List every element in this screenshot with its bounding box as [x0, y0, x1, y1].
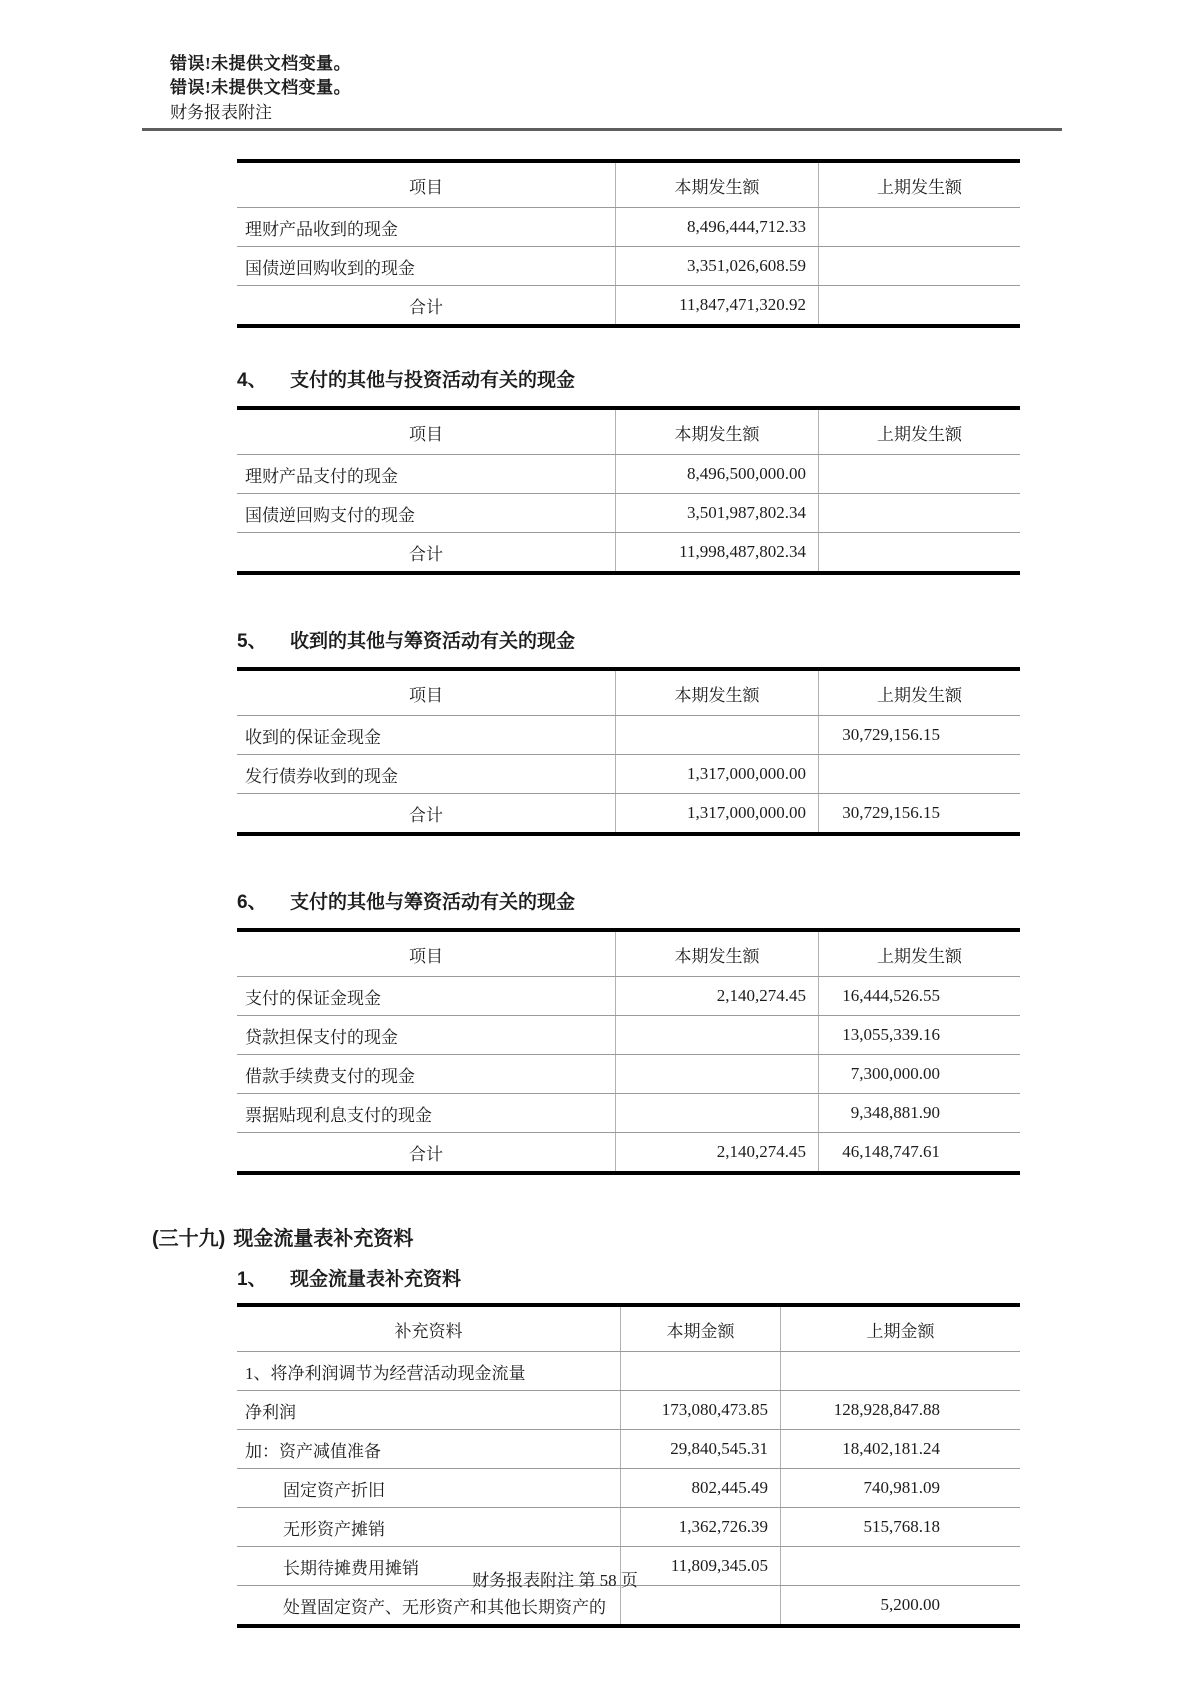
column-header: 上期发生额 — [818, 163, 1020, 207]
row-label: 发行债券收到的现金 — [245, 766, 398, 786]
table-other-cash-paid-investing — [237, 406, 1020, 575]
current-amount: 11,809,345.05 — [620, 1547, 780, 1585]
section-5-heading — [237, 629, 1020, 655]
table-row — [237, 247, 1020, 286]
table-row — [237, 1055, 1020, 1094]
current-amount: 1,317,000,000.00 — [615, 794, 818, 832]
column-header: 上期发生额 — [818, 671, 1020, 715]
prior-amount — [818, 533, 1020, 571]
table-row — [237, 286, 1020, 324]
table-row — [237, 716, 1020, 755]
row-label: 票据贴现利息支付的现金 — [245, 1105, 432, 1125]
column-header: 项目 — [409, 946, 443, 966]
current-amount: 11,998,487,802.34 — [615, 533, 818, 571]
table-row — [237, 1469, 1020, 1508]
row-label: 理财产品支付的现金 — [245, 466, 398, 486]
row-label: 合计 — [409, 297, 443, 317]
chapter-39-title: 现金流量表补充资料 — [233, 1228, 414, 1250]
table-header-row — [237, 932, 1020, 977]
current-amount: 2,140,274.45 — [615, 1133, 818, 1171]
current-amount — [620, 1586, 780, 1624]
header-subtitle: 财务报表附注 — [170, 103, 272, 122]
row-label: 无形资产摊销 — [283, 1519, 385, 1539]
current-amount: 3,351,026,608.59 — [615, 247, 818, 285]
prior-amount: 5,200.00 — [780, 1586, 1020, 1624]
current-amount — [620, 1352, 780, 1390]
section-5-title: 收到的其他与筹资活动有关的现金 — [290, 631, 576, 652]
current-amount: 1,362,726.39 — [620, 1508, 780, 1546]
section-4-heading — [237, 368, 1020, 394]
section-6-heading — [237, 890, 1020, 916]
current-amount: 1,317,000,000.00 — [615, 755, 818, 793]
row-label: 合计 — [409, 1144, 443, 1164]
current-amount: 8,496,444,712.33 — [615, 208, 818, 246]
prior-amount: 16,444,526.55 — [818, 977, 1020, 1015]
row-label: 借款手续费支付的现金 — [245, 1066, 415, 1086]
prior-amount — [780, 1352, 1020, 1390]
table-row — [237, 1016, 1020, 1055]
column-header: 项目 — [409, 177, 443, 197]
current-amount: 8,496,500,000.00 — [615, 455, 818, 493]
prior-amount — [818, 455, 1020, 493]
current-amount — [615, 716, 818, 754]
prior-amount — [818, 494, 1020, 532]
row-label: 长期待摊费用摊销 — [283, 1558, 419, 1578]
table-row — [237, 1352, 1020, 1391]
current-amount: 29,840,545.31 — [620, 1430, 780, 1468]
prior-amount: 128,928,847.88 — [780, 1391, 1020, 1429]
section-6-number: 6、 — [237, 892, 267, 913]
prior-amount — [818, 755, 1020, 793]
prior-amount: 515,768.18 — [780, 1508, 1020, 1546]
prior-amount: 13,055,339.16 — [818, 1016, 1020, 1054]
column-header: 本期发生额 — [615, 671, 818, 715]
table-row — [237, 1133, 1020, 1171]
table-other-cash-paid-financing — [237, 928, 1020, 1175]
row-label: 收到的保证金现金 — [245, 727, 381, 747]
row-label: 固定资产折旧 — [283, 1480, 385, 1500]
table-header-row — [237, 671, 1020, 716]
prior-amount: 7,300,000.00 — [818, 1055, 1020, 1093]
section-4-title: 支付的其他与投资活动有关的现金 — [290, 370, 576, 391]
row-label: 净利润 — [245, 1402, 296, 1422]
row-label: 处置固定资产、无形资产和其他长期资产的 — [283, 1597, 606, 1617]
supplement-sub-title: 现金流量表补充资料 — [290, 1269, 462, 1290]
chapter-39-heading — [152, 1225, 1020, 1253]
prior-amount: 30,729,156.15 — [818, 794, 1020, 832]
prior-amount: 30,729,156.15 — [818, 716, 1020, 754]
table-row — [237, 455, 1020, 494]
row-label: 支付的保证金现金 — [245, 988, 381, 1008]
current-amount — [615, 1055, 818, 1093]
table-row — [237, 1508, 1020, 1547]
prior-amount — [818, 286, 1020, 324]
table-other-cash-received-financing — [237, 667, 1020, 836]
prior-amount — [818, 247, 1020, 285]
content-column — [152, 159, 1020, 1628]
column-header: 上期发生额 — [818, 410, 1020, 454]
column-header: 项目 — [409, 424, 443, 444]
page-footer: 财务报表附注 第 58 页 — [472, 1571, 638, 1590]
table-header-row — [237, 410, 1020, 455]
prior-amount: 46,148,747.61 — [818, 1133, 1020, 1171]
table-row — [237, 208, 1020, 247]
current-amount: 173,080,473.85 — [620, 1391, 780, 1429]
column-header: 上期金额 — [780, 1307, 1020, 1351]
document-header — [170, 0, 1200, 125]
section-5-number: 5、 — [237, 631, 267, 652]
table-row — [237, 794, 1020, 832]
column-header: 项目 — [409, 685, 443, 705]
table-header-row — [237, 163, 1020, 208]
row-label: 国债逆回购支付的现金 — [245, 505, 415, 525]
header-error-line-1: 错误!未提供文档变量。 — [170, 54, 352, 73]
supplement-subheading — [237, 1267, 1020, 1293]
row-label: 国债逆回购收到的现金 — [245, 258, 415, 278]
header-rule — [142, 128, 1062, 131]
row-label: 贷款担保支付的现金 — [245, 1027, 398, 1047]
table-row — [237, 1430, 1020, 1469]
current-amount — [615, 1094, 818, 1132]
header-error-line-2: 错误!未提供文档变量。 — [170, 78, 352, 97]
row-label: 加：资产减值准备 — [245, 1441, 381, 1461]
chapter-39-number: (三十九) — [152, 1228, 226, 1250]
prior-amount: 740,981.09 — [780, 1469, 1020, 1507]
row-label: 1、将净利润调节为经营活动现金流量 — [245, 1363, 526, 1383]
table-row — [237, 1391, 1020, 1430]
column-header: 本期发生额 — [615, 163, 818, 207]
current-amount — [615, 1016, 818, 1054]
current-amount: 11,847,471,320.92 — [615, 286, 818, 324]
column-header: 本期发生额 — [615, 410, 818, 454]
section-6-title: 支付的其他与筹资活动有关的现金 — [290, 892, 576, 913]
table-row — [237, 494, 1020, 533]
column-header: 本期发生额 — [615, 932, 818, 976]
prior-amount — [818, 208, 1020, 246]
current-amount: 3,501,987,802.34 — [615, 494, 818, 532]
table-row — [237, 1586, 1020, 1624]
row-label: 理财产品收到的现金 — [245, 219, 398, 239]
row-label: 合计 — [409, 805, 443, 825]
column-header: 补充资料 — [394, 1321, 463, 1341]
table-other-cash-received-investing — [237, 159, 1020, 328]
prior-amount: 18,402,181.24 — [780, 1430, 1020, 1468]
table-row — [237, 1094, 1020, 1133]
column-header: 本期金额 — [620, 1307, 780, 1351]
current-amount: 2,140,274.45 — [615, 977, 818, 1015]
table-row — [237, 755, 1020, 794]
section-4-number: 4、 — [237, 370, 267, 391]
table-row — [237, 533, 1020, 571]
column-header: 上期发生额 — [818, 932, 1020, 976]
current-amount: 802,445.49 — [620, 1469, 780, 1507]
table-row — [237, 977, 1020, 1016]
prior-amount: 9,348,881.90 — [818, 1094, 1020, 1132]
table-header-row — [237, 1307, 1020, 1352]
supplement-sub-number: 1、 — [237, 1269, 267, 1290]
row-label: 合计 — [409, 544, 443, 564]
